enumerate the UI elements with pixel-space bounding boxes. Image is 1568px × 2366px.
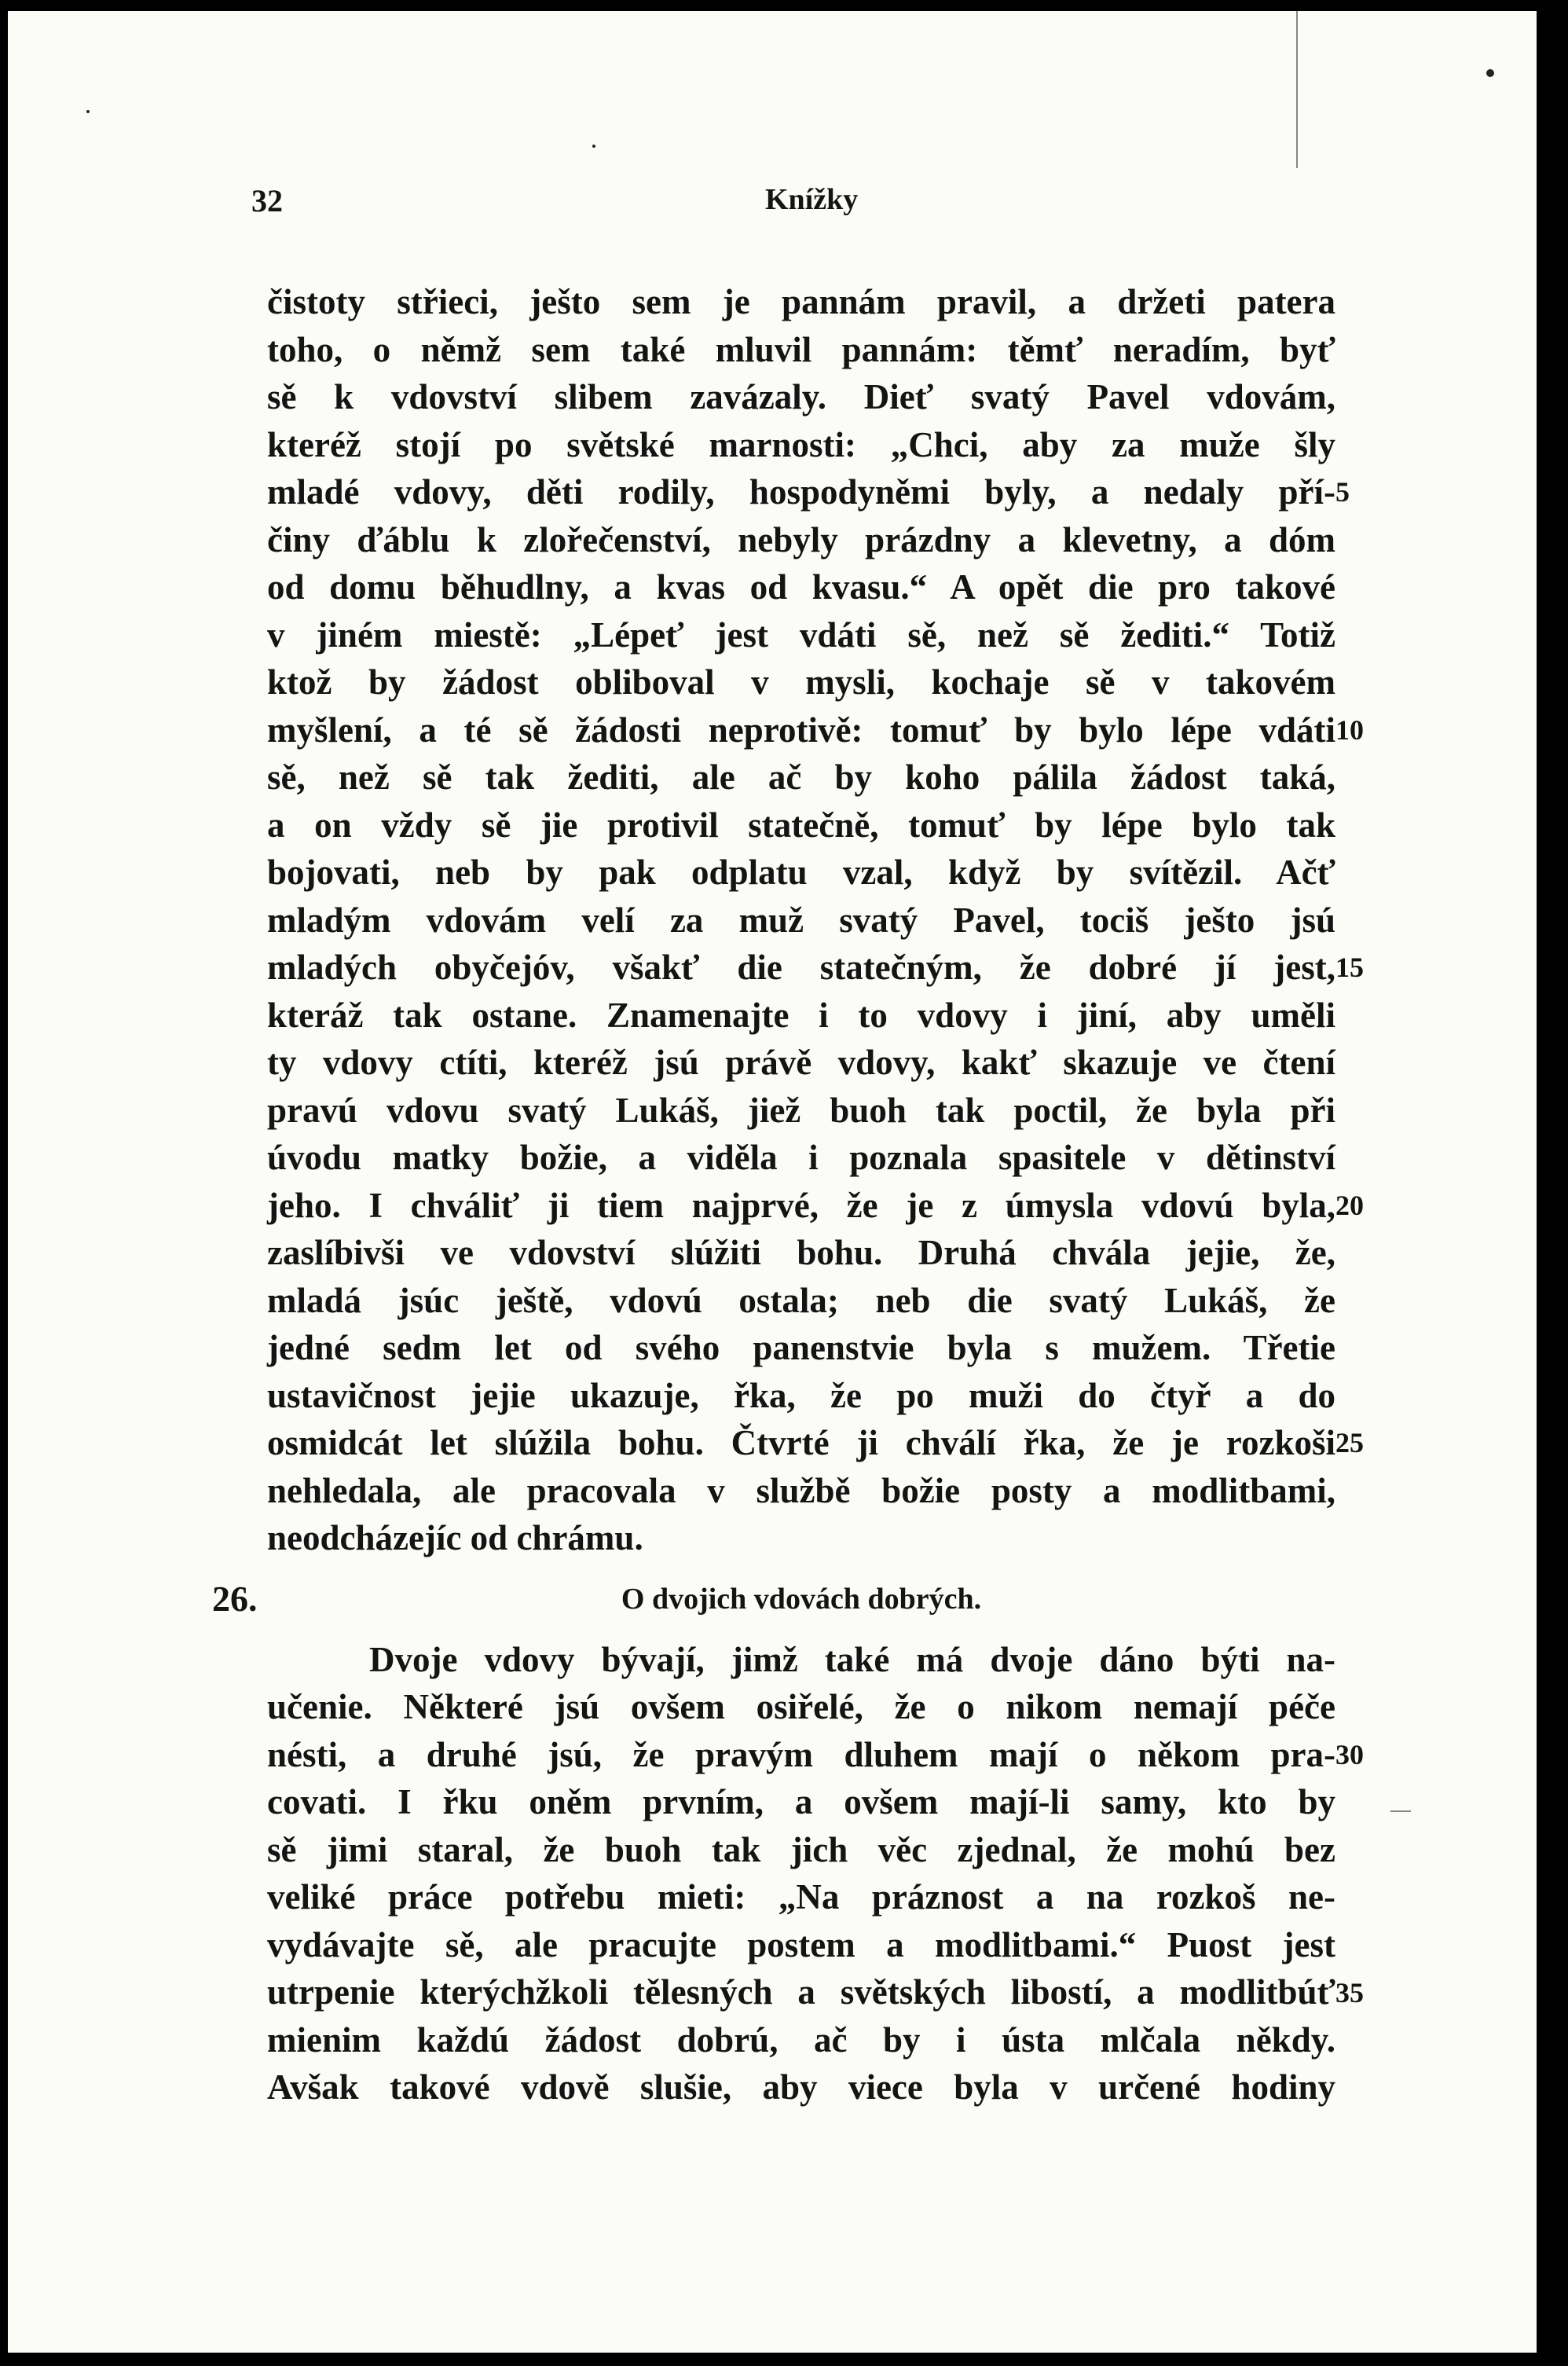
text-line: čistoty střieci, ješto sem je pannám pravil, a držeti patera (267, 282, 1335, 321)
text-line: covati. I řku oněm prvním, a ovšem mají-li samy, kto by (267, 1782, 1335, 1821)
text-line: Avšak takové vdově slušie, aby viece byla v určené hodiny (267, 2067, 1335, 2107)
paragraph-1 (267, 278, 1335, 1562)
margin-number: 25 (1335, 1427, 1364, 1458)
page-number: 32 (251, 183, 283, 218)
margin-number: 20 (1335, 1190, 1364, 1221)
text-line: utrpenie kterýchžkoli tělesných a světských libostí, a modlitbúť (267, 1972, 1335, 2012)
text-line: kteréž stojí po světské marnosti: „Chci, aby za muže šly (267, 424, 1335, 464)
text-line: mladé vdovy, děti rodily, hospodyněmi byly, a nedaly pří- (267, 472, 1335, 512)
text-line: nehledala, ale pracovala v službě božie posty a modlitbami, (267, 1470, 1335, 1510)
text-line: sě, než sě tak žediti, ale ač by koho pálila žádost taká, (267, 757, 1335, 797)
text-line: jedné sedm let od svého panenstvie byla s mužem. Třetie (267, 1328, 1335, 1367)
text-line: bojovati, neb by pak odplatu vzal, když by svítězil. Ačť (267, 853, 1335, 892)
text-line: ktož by žádost obliboval v mysli, kochaje sě v takovém (267, 662, 1335, 702)
text-line: vydávajte sě, ale pracujte postem a modlitbami.“ Puost jest (267, 1924, 1335, 1964)
text-line: osmidcát let slúžila bohu. Čtvrté ji chválí řka, že je rozkoši (267, 1423, 1335, 1462)
text-line: nésti, a druhé jsú, že pravým dluhem mají o někom pra- (267, 1734, 1335, 1774)
running-head (8, 182, 1537, 229)
book-page (8, 11, 1537, 2353)
text-line: sě k vdovství slibem zavázaly. Dieť svatý Pavel vdovám, (267, 377, 1335, 416)
margin-number: 10 (1335, 714, 1364, 746)
margin-number: 35 (1335, 1977, 1364, 2008)
scan-speck (86, 110, 90, 113)
scan-edge-mark (1390, 1810, 1411, 1812)
text-line: ustavičnost jejie ukazuje, řka, že po muži do čtyř a do (267, 1375, 1335, 1415)
text-line: kteráž tak ostane. Znamenajte i to vdovy i jiní, aby uměli (267, 995, 1335, 1035)
section-heading (212, 1562, 1335, 1636)
margin-number: 15 (1335, 952, 1364, 983)
text-line: ty vdovy ctíti, kteréž jsú právě vdovy, kakť skazuje ve čtení (267, 1043, 1335, 1082)
text-line: v jiném miestě: „Lépeť jest vdáti sě, než sě žediti.“ Totiž (267, 614, 1335, 655)
text-line: zaslíbivši ve vdovství slúžiti bohu. Druhá chvála jejie, že, (267, 1233, 1335, 1272)
paragraph-2 (267, 1636, 1335, 2111)
text-line: mladých obyčejóv, všakť die statečným, že dobré jí jest, (267, 948, 1335, 987)
text-line: mladá jsúc ještě, vdovú ostala; neb die svatý Lukáš, že (267, 1280, 1335, 1320)
text-block (212, 278, 1335, 2111)
text-line: veliké práce potřebu mieti: „Na práznost a na rozkoš ne- (267, 1877, 1335, 1917)
text-line: Dvoje vdovy bývají, jimž také má dvoje dáno býti na- (369, 1639, 1335, 1679)
section-number: 26. (212, 1578, 258, 1619)
text-line: a on vždy sě jie protivil statečně, tomuť by lépe bylo tak (267, 805, 1335, 845)
text-line: od domu běhudlny, a kvas od kvasu.“ A opět die pro takové (267, 567, 1335, 607)
text-line: činy ďáblu k zlořečenství, nebyly prázdny a klevetny, a dóm (267, 519, 1335, 559)
section-title: O dvojich vdovách dobrých. (621, 1582, 982, 1616)
text-line: neodcházejíc od chrámu. (267, 1518, 643, 1557)
margin-number: 30 (1335, 1739, 1364, 1770)
text-line: učenie. Některé jsú ovšem osiřelé, že o nikom nemají péče (267, 1687, 1335, 1726)
text-line: sě jimi staral, že buoh tak jich věc zjednal, že mohú bez (267, 1829, 1335, 1869)
scan-edge-mark (1296, 11, 1298, 168)
scan-speck (1486, 69, 1494, 77)
text-line: úvodu matky božie, a viděla i poznala spasitele v dětinství (267, 1138, 1335, 1177)
text-line: myšlení, a té sě žádosti neprotivě: tomuť by bylo lépe vdáti (267, 710, 1335, 750)
text-line: jeho. I chváliť ji tiem najprvé, že je z úmysla vdovú byla, (267, 1185, 1335, 1225)
text-line: pravú vdovu svatý Lukáš, jiež buoh tak poctil, že byla při (267, 1090, 1335, 1130)
text-line: mladým vdovám velí za muž svatý Pavel, tociš ješto jsú (267, 900, 1335, 940)
scan-speck (592, 145, 595, 148)
running-title: Knížky (765, 183, 859, 216)
text-line: toho, o němž sem také mluvil pannám: těmť neradím, byť (267, 329, 1335, 369)
margin-number: 5 (1335, 476, 1350, 508)
text-line: mienim každú žádost dobrú, ač by i ústa mlčala někdy. (267, 2019, 1335, 2060)
